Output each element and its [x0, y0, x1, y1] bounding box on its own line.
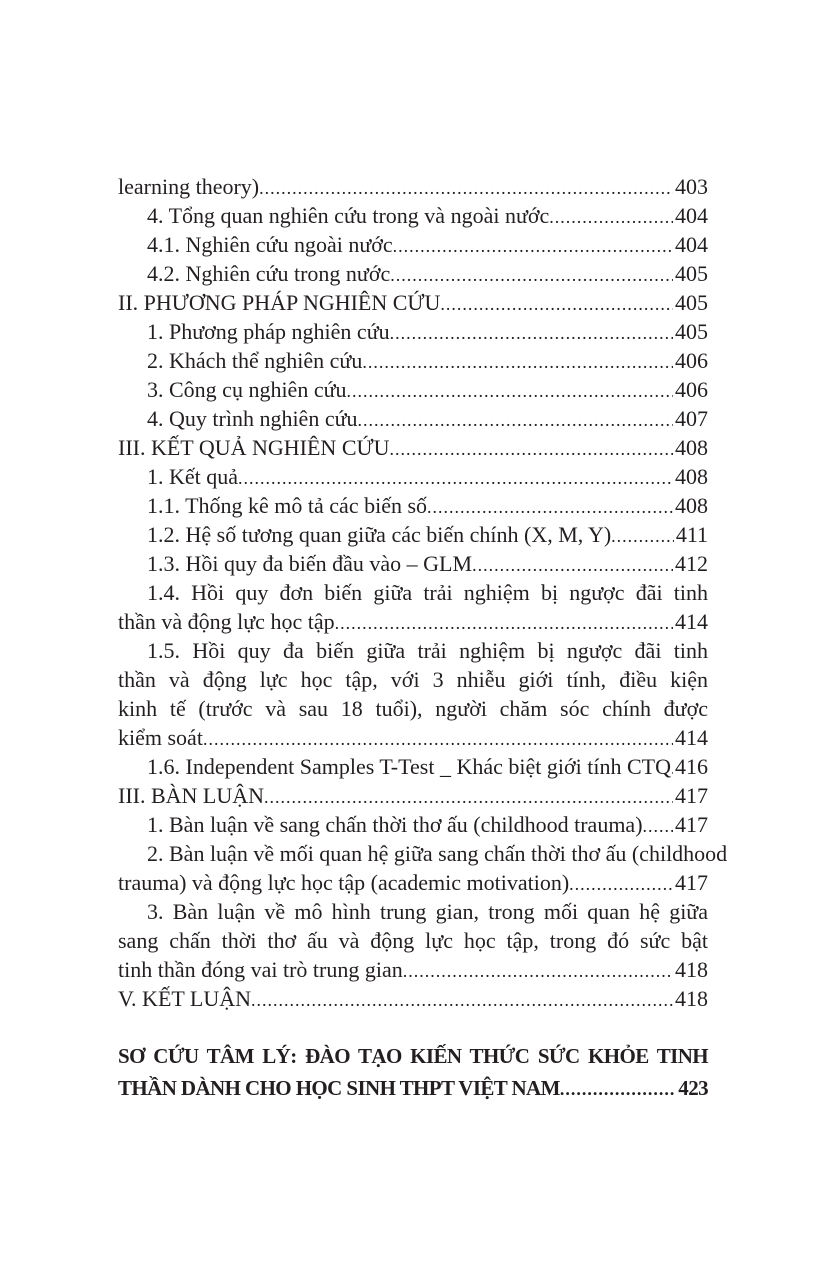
page-number: 417: [675, 783, 708, 808]
toc-entry[interactable]: [118, 462, 708, 491]
entry-text: 2. Bàn luận về mối quan hệ giữa sang chấn thời thơ ấu (childhood: [147, 841, 728, 866]
dot-leader: [389, 435, 673, 464]
dot-leader: [390, 319, 673, 348]
entry-text: tinh thần đóng vai trò trung gian: [118, 957, 403, 982]
entry-text: kiểm soát: [118, 725, 203, 750]
toc-line: [118, 346, 708, 375]
dot-leader: [643, 812, 673, 841]
page-number: 418: [675, 957, 708, 982]
entry-text: SƠ CỨU TÂM LÝ: ĐÀO TẠO KIẾN THỨC SỨC KHỎE TINH: [118, 1044, 708, 1068]
toc-line: [118, 926, 708, 955]
dot-leader: [358, 406, 673, 435]
entry-text: 1.6. Independent Samples T-Test _ Khác biệt giới tính CTQ: [147, 754, 671, 779]
toc-line: [118, 607, 708, 636]
toc-entry[interactable]: [118, 433, 708, 462]
toc-line: [118, 868, 708, 897]
toc-entry[interactable]: [118, 230, 708, 259]
entry-text: 4.2. Nghiên cứu trong nước: [147, 261, 391, 286]
page-number: 405: [675, 290, 708, 315]
entry-text: trauma) và động lực học tập (academic motivation): [118, 870, 570, 895]
toc-line: [118, 1040, 708, 1072]
dot-leader: [203, 725, 673, 754]
entry-text: 1. Kết quả: [147, 464, 239, 489]
entry-text: THẦN DÀNH CHO HỌC SINH THPT VIỆT NAM: [118, 1076, 560, 1100]
entry-text: II. PHƯƠNG PHÁP NGHIÊN CỨU: [118, 290, 441, 315]
entry-text: 1.2. Hệ số tương quan giữa các biến chính (X, M, Y): [147, 522, 612, 547]
page-number: 404: [675, 203, 708, 228]
entry-text: 3. Bàn luận về mô hình trung gian, trong mối quan hệ giữa: [147, 899, 708, 924]
table-of-contents: [118, 172, 728, 1013]
toc-entry[interactable]: [118, 520, 708, 549]
toc-line: [118, 317, 708, 346]
page-number: 406: [675, 348, 708, 373]
entry-text: 1.4. Hồi quy đơn biến giữa trải nghiệm bị ngược đãi tinh: [147, 580, 708, 605]
dot-leader: [251, 986, 673, 1015]
page-number: 414: [675, 725, 708, 750]
page-number: 404: [675, 232, 708, 257]
dot-leader: [264, 783, 673, 812]
page-number: 407: [675, 406, 708, 431]
toc-line: [118, 984, 708, 1013]
toc-entry[interactable]: [118, 172, 708, 201]
entry-text: V. KẾT LUẬN: [118, 986, 252, 1011]
toc-line: [118, 810, 708, 839]
dot-leader: [393, 232, 673, 261]
toc-line: [118, 491, 708, 520]
toc-entry[interactable]: [118, 549, 708, 578]
toc-line: [118, 520, 708, 549]
toc-line: [118, 1072, 708, 1104]
toc-entry[interactable]: [118, 984, 708, 1013]
dot-leader: [440, 290, 673, 319]
toc-line: [118, 665, 708, 694]
entry-text: 1.1. Thống kê mô tả các biến số: [147, 493, 428, 518]
entry-text: 1.5. Hồi quy đa biến giữa trải nghiệm bị ngược đãi tinh: [147, 638, 708, 663]
page-number: 417: [675, 870, 708, 895]
toc-entry[interactable]: [118, 752, 708, 781]
entry-text: sang chấn thời thơ ấu và động lực học tập, trong đó sức bật: [118, 928, 708, 953]
dot-leader: [390, 261, 673, 290]
part-heading-entry: [118, 1040, 708, 1104]
entry-text: 1. Bàn luận về sang chấn thời thơ ấu (childhood trauma): [147, 812, 643, 837]
toc-entry[interactable]: [118, 317, 708, 346]
toc-line: [118, 752, 708, 781]
toc-line: [118, 897, 708, 926]
dot-leader: [238, 464, 673, 493]
entry-text: 4. Tổng quan nghiên cứu trong và ngoài nước: [147, 203, 550, 228]
toc-entry[interactable]: [118, 259, 708, 288]
page-number: 408: [675, 464, 708, 489]
dot-leader: [549, 203, 673, 232]
toc-entry[interactable]: [118, 578, 708, 636]
dot-leader: [611, 522, 674, 551]
toc-entry[interactable]: [118, 897, 708, 984]
toc-line: [118, 404, 708, 433]
entry-text: 2. Khách thể nghiên cứu: [147, 348, 363, 373]
toc-line: [118, 230, 708, 259]
dot-leader: [335, 609, 673, 638]
toc-line: [118, 201, 708, 230]
entry-text: learning theory): [118, 174, 260, 199]
entry-text: 4.1. Nghiên cứu ngoài nước: [147, 232, 393, 257]
toc-entry[interactable]: [118, 346, 708, 375]
entry-text: III. KẾT QUẢ NGHIÊN CỨU: [118, 435, 390, 460]
toc-entry[interactable]: [118, 288, 708, 317]
toc-line: [118, 694, 708, 723]
toc-line: [118, 955, 708, 984]
entry-text: 1.3. Hồi quy đa biến đầu vào – GLM: [147, 551, 473, 576]
toc-entry[interactable]: [118, 201, 708, 230]
page-number: 403: [675, 174, 708, 199]
page-number: 412: [675, 551, 708, 576]
toc-entry[interactable]: [118, 810, 708, 839]
entry-text: III. BÀN LUẬN: [118, 783, 265, 808]
dot-leader: [259, 174, 673, 203]
toc-line: [118, 781, 708, 810]
dot-leader: [362, 348, 673, 377]
page-number: 405: [675, 319, 708, 344]
toc-entry[interactable]: [118, 375, 708, 404]
toc-line: [118, 375, 708, 404]
dot-leader: [569, 870, 673, 899]
page-number: 417: [675, 812, 708, 837]
page-number: 408: [675, 435, 708, 460]
toc-line: [118, 839, 728, 868]
page-number: 408: [675, 493, 708, 518]
page-number: 423: [678, 1076, 708, 1100]
toc-line: [118, 172, 708, 201]
dot-leader: [472, 551, 673, 580]
page-number: 418: [675, 986, 708, 1011]
toc-line: [118, 578, 708, 607]
toc-line: [118, 549, 708, 578]
page-number: 411: [675, 522, 708, 547]
entry-text: thần và động lực học tập: [118, 609, 335, 634]
toc-entry[interactable]: [118, 491, 708, 520]
entry-text: 1. Phương pháp nghiên cứu: [147, 319, 390, 344]
dot-leader: [560, 1073, 676, 1105]
page-number: 414: [675, 609, 708, 634]
entry-text: 4. Quy trình nghiên cứu: [147, 406, 358, 431]
entry-text: thần và động lực học tập, với 3 nhiễu giới tính, điều kiện: [118, 667, 708, 692]
entry-text: kinh tế (trước và sau 18 tuổi), người chăm sóc chính được: [118, 696, 708, 721]
toc-entry[interactable]: [118, 636, 708, 752]
toc-entry[interactable]: [118, 404, 708, 433]
toc-line: [118, 636, 708, 665]
page-number: 405: [675, 261, 708, 286]
toc-entry[interactable]: [118, 781, 708, 810]
toc-line: [118, 288, 708, 317]
dot-leader: [403, 957, 673, 986]
entry-text: 3. Công cụ nghiên cứu: [147, 377, 347, 402]
dot-leader: [347, 377, 673, 406]
page-number: 416: [675, 754, 708, 779]
dot-leader: [427, 493, 673, 522]
toc-line: [118, 433, 708, 462]
toc-line: [118, 462, 708, 491]
toc-line: [118, 259, 708, 288]
page-number: 406: [675, 377, 708, 402]
toc-line: [118, 723, 708, 752]
toc-entry[interactable]: [118, 839, 728, 897]
